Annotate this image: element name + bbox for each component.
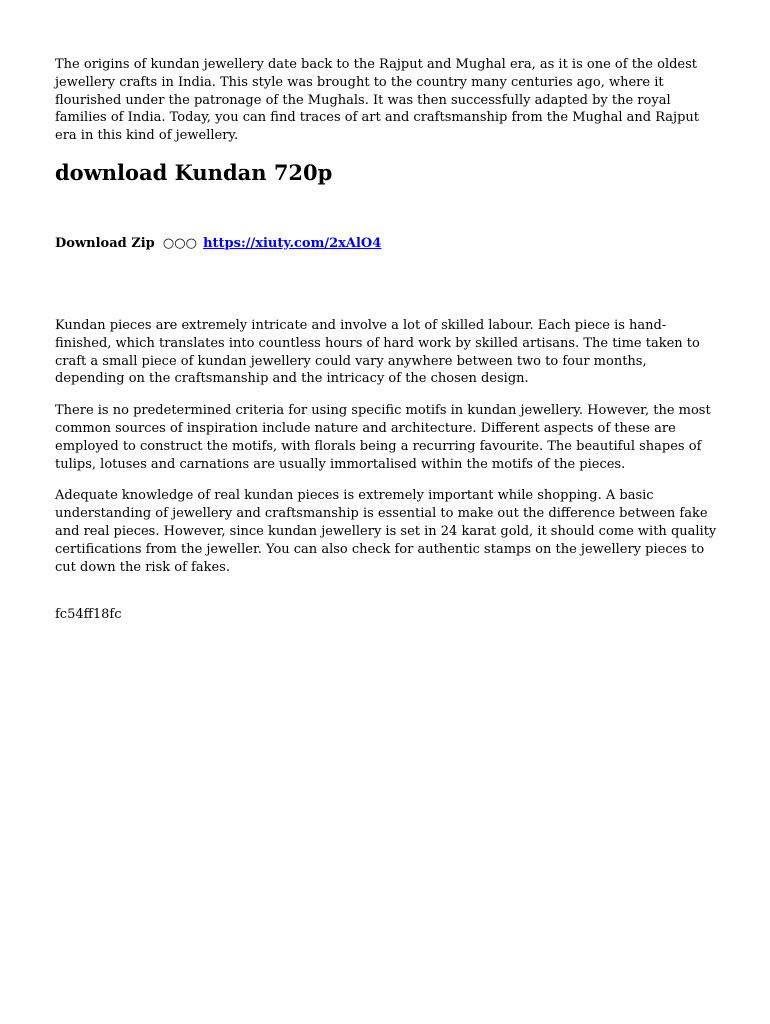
download-line: [55, 235, 720, 253]
body-paragraph-2: There is no predetermined criteria for using specific motifs in kundan jewellery. However, the most common sources of inspiration include nature and architecture. Different aspects of these are employed to construct the motifs, with florals being a recurring favourite. The beautiful shapes of tulips, lotuses and carnations are usually immortalised within the motifs of the pieces.: [55, 403, 711, 472]
body-section: [55, 317, 720, 576]
footer-code: fc54ff18fc: [55, 607, 122, 623]
document-page: [55, 56, 720, 624]
page-title: download Kundan 720p: [55, 159, 333, 185]
download-label: Download Zip: [55, 235, 155, 251]
body-paragraph-1: Kundan pieces are extremely intricate and involve a lot of skilled labour. Each piece is hand-finished, which translates into countless hours of hard work by skilled artisans. The time taken to craft a small piece of kundan jewellery could vary anywhere between two to four months, depending on the craftsmanship and the intricacy of the chosen design.: [55, 317, 700, 387]
download-link[interactable]: https://xiuty.com/2xAlO4: [203, 235, 382, 251]
intro-paragraph: The origins of kundan jewellery date back to the Rajput and Mughal era, as it is one of the oldest jewellery crafts in India. This style was brought to the country many centuries ago, where it flourished under the patronage of the Mughals. It was then successfully adapted by the royal families of India. Today, you can find traces of art and craftsmanship from the Mughal and Rajput era in this kind of jewellery.: [55, 57, 699, 144]
body-paragraph-3: Adequate knowledge of real kundan pieces is extremely important while shopping. A basic understanding of jewellery and craftsmanship is essential to make out the difference between fake and real pieces. However, since kundan jewellery is set in 24 karat gold, it should come with quality certifications from the jeweller. You can also check for authentic stamps on the jewellery pieces to cut down the risk of fakes.: [55, 488, 717, 575]
circle-symbols-icon: ○○○: [162, 235, 197, 251]
